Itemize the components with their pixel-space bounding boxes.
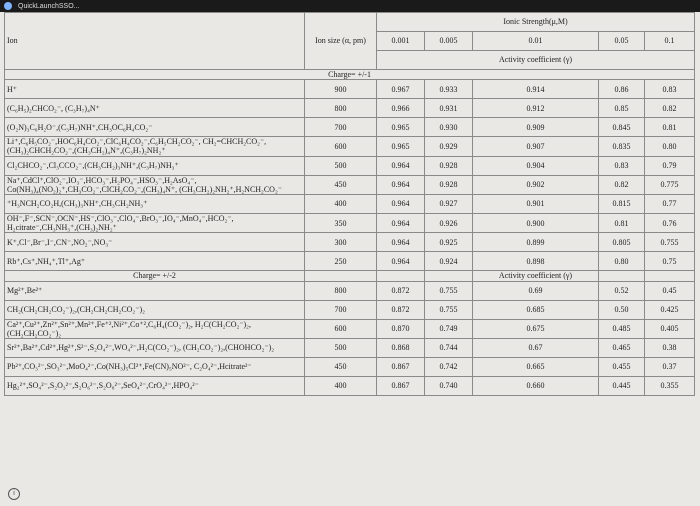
coefficient-cell: 0.964 xyxy=(377,156,425,175)
table-row xyxy=(5,118,695,137)
table-row xyxy=(5,376,695,395)
activity-table-sheet xyxy=(0,12,700,506)
table-row xyxy=(5,357,695,376)
size-cell: 700 xyxy=(305,300,377,319)
activity-header: Activity coefficient (γ) xyxy=(377,51,695,70)
size-cell: 450 xyxy=(305,357,377,376)
app-title: QuickLaunchSSO... xyxy=(18,2,80,10)
ion-cell: OH⁻,F⁻,SCN⁻,OCN⁻,HS⁻,ClO₃⁻,ClO₄⁻,BrO₃⁻,IO₄⁻,MnO₄⁻,HCO₂⁻, H₂citrate⁻,CH₃NH₃⁺,(CH₃)₂NH₂⁺ xyxy=(5,213,305,232)
coefficient-cell: 0.425 xyxy=(645,300,695,319)
coefficient-cell: 0.899 xyxy=(473,233,599,252)
ion-cell: ⁺H₃NCH₂CO₂H,(CH₃)₃NH⁺,CH₃CH₂NH₃⁺ xyxy=(5,194,305,213)
size-cell: 350 xyxy=(305,213,377,232)
charge2-group xyxy=(5,271,695,396)
activity-mid-label: Activity coefficient (γ) xyxy=(473,271,599,281)
coefficient-cell: 0.930 xyxy=(425,118,473,137)
table-row xyxy=(5,300,695,319)
table-row xyxy=(5,319,695,338)
size-cell: 450 xyxy=(305,175,377,194)
table-row xyxy=(5,233,695,252)
coefficient-cell: 0.755 xyxy=(645,233,695,252)
size-cell: 600 xyxy=(305,137,377,156)
coefficient-cell: 0.81 xyxy=(645,118,695,137)
mu-header-3: 0.05 xyxy=(599,32,645,51)
size-cell: 300 xyxy=(305,233,377,252)
coefficient-cell: 0.867 xyxy=(377,357,425,376)
mu-header-4: 0.1 xyxy=(645,32,695,51)
coefficient-cell: 0.835 xyxy=(599,137,645,156)
mu-header-2: 0.01 xyxy=(473,32,599,51)
ion-cell: H⁺ xyxy=(5,80,305,99)
coefficient-cell: 0.909 xyxy=(473,118,599,137)
coefficient-cell: 0.964 xyxy=(377,194,425,213)
table-row xyxy=(5,175,695,194)
coefficient-cell: 0.907 xyxy=(473,137,599,156)
ion-cell: Hg₂²⁺,SO₄²⁻,S₂O₃²⁻,S₂O₆²⁻,S₂O₈²⁻,SeO₄²⁻,CrO₄²⁻,HPO₄²⁻ xyxy=(5,376,305,395)
coefficient-cell: 0.69 xyxy=(473,281,599,300)
coefficient-cell: 0.815 xyxy=(599,194,645,213)
size-header: Ion size (α, pm) xyxy=(305,13,377,70)
coefficient-cell: 0.755 xyxy=(425,281,473,300)
ion-header: Ion xyxy=(5,13,305,70)
coefficient-cell: 0.405 xyxy=(645,319,695,338)
coefficient-cell: 0.79 xyxy=(645,156,695,175)
coefficient-cell: 0.931 xyxy=(425,99,473,118)
ion-cell: (O₂N)₃C₆H₂O⁻,(C₃H₇)NH⁺,CH₃OC₆H₄CO₂⁻ xyxy=(5,118,305,137)
coefficient-cell: 0.81 xyxy=(599,213,645,232)
coefficient-cell: 0.904 xyxy=(473,156,599,175)
activity-coefficient-table xyxy=(4,12,695,396)
coefficient-cell: 0.86 xyxy=(599,80,645,99)
coefficient-cell: 0.455 xyxy=(599,357,645,376)
ion-cell: Cl₂CHCO₂⁻,Cl₃CCO₂⁻,(CH₃CH₂)₃NH⁺,(C₃H₇)NH₃⁺ xyxy=(5,156,305,175)
coefficient-cell: 0.867 xyxy=(377,376,425,395)
coefficient-cell: 0.964 xyxy=(377,175,425,194)
size-cell: 400 xyxy=(305,376,377,395)
coefficient-cell: 0.749 xyxy=(425,319,473,338)
coefficient-cell: 0.868 xyxy=(377,338,425,357)
ion-cell: Mg²⁺,Be²⁺ xyxy=(5,281,305,300)
coefficient-cell: 0.933 xyxy=(425,80,473,99)
title-bar xyxy=(0,0,700,12)
coefficient-cell: 0.964 xyxy=(377,252,425,271)
coefficient-cell: 0.872 xyxy=(377,281,425,300)
coefficient-cell: 0.742 xyxy=(425,357,473,376)
coefficient-cell: 0.928 xyxy=(425,175,473,194)
coefficient-cell: 0.901 xyxy=(473,194,599,213)
coefficient-cell: 0.924 xyxy=(425,252,473,271)
coefficient-cell: 0.929 xyxy=(425,137,473,156)
coefficient-cell: 0.926 xyxy=(425,213,473,232)
coefficient-cell: 0.82 xyxy=(599,175,645,194)
size-cell: 250 xyxy=(305,252,377,271)
size-cell: 900 xyxy=(305,80,377,99)
coefficient-cell: 0.445 xyxy=(599,376,645,395)
coefficient-cell: 0.902 xyxy=(473,175,599,194)
charge1-label: Charge= +/-1 xyxy=(5,70,695,80)
table-row xyxy=(5,80,695,99)
coefficient-cell: 0.75 xyxy=(645,252,695,271)
ion-cell: Li⁺,C₆H₅CO₂⁻,HOC₆H₄CO₂⁻,ClC₆H₄CO₂⁻,C₆H₅CH₂CO₂⁻, CH₂=CHCH₂CO₂⁻,(CH₃)₂CHCH₂CO₂⁻,(CH₃CH₂)₄N⁺,(C₃H₇)₂NH₂⁺ xyxy=(5,137,305,156)
info-icon[interactable]: i xyxy=(8,488,20,500)
ion-cell: Na⁺,CdCl⁺,ClO₂⁻,IO₃⁻,HCO₃⁻,H₂PO₄⁻,HSO₃⁻,H₂AsO₄⁻, Co(NH₃)₄(NO₂)₂⁺,CH₃CO₂⁻,ClCH₂CO₂⁻,(CH₃)₄N⁺, (CH₃CH₂)₂NH₂⁺,H₂NCH₂CO₂⁻ xyxy=(5,175,305,194)
size-cell: 700 xyxy=(305,118,377,137)
coefficient-cell: 0.50 xyxy=(599,300,645,319)
coefficient-cell: 0.80 xyxy=(599,252,645,271)
coefficient-cell: 0.925 xyxy=(425,233,473,252)
table-row xyxy=(5,194,695,213)
ion-cell: Pb²⁺,CO₃²⁻,SO₃²⁻,MoO₄²⁻,Co(NH₃)₅Cl²⁺,Fe(CN)₅NO²⁻, C₂O₄²⁻,Hcitrate²⁻ xyxy=(5,357,305,376)
size-cell: 600 xyxy=(305,319,377,338)
coefficient-cell: 0.927 xyxy=(425,194,473,213)
charge1-group xyxy=(5,70,695,271)
coefficient-cell: 0.872 xyxy=(377,300,425,319)
ion-cell: Ca²⁺,Cu²⁺,Zn²⁺,Sn²⁺,Mn²⁺,Fe⁺²,Ni²⁺,Co⁺²,C₆H₄(CO₂⁻)₂, H₂C(CH₂CO₂⁻)₂,(CH₂CH₂CO₂⁻)₂ xyxy=(5,319,305,338)
coefficient-cell: 0.755 xyxy=(425,300,473,319)
table-row xyxy=(5,99,695,118)
coefficient-cell: 0.675 xyxy=(473,319,599,338)
coefficient-cell: 0.660 xyxy=(473,376,599,395)
table-row xyxy=(5,213,695,232)
coefficient-cell: 0.967 xyxy=(377,80,425,99)
ion-cell: CH₂(CH₂CH₂CO₂⁻)₂,(CH₂CH₂CH₂CO₂⁻)₂ xyxy=(5,300,305,319)
coefficient-cell: 0.964 xyxy=(377,233,425,252)
coefficient-cell: 0.465 xyxy=(599,338,645,357)
coefficient-cell: 0.914 xyxy=(473,80,599,99)
size-cell: 500 xyxy=(305,156,377,175)
ion-cell: K⁺,Cl⁻,Br⁻,I⁻,CN⁻,NO₂⁻,NO₃⁻ xyxy=(5,233,305,252)
size-cell: 400 xyxy=(305,194,377,213)
size-cell: 500 xyxy=(305,338,377,357)
coefficient-cell: 0.485 xyxy=(599,319,645,338)
coefficient-cell: 0.775 xyxy=(645,175,695,194)
coefficient-cell: 0.83 xyxy=(599,156,645,175)
table-row xyxy=(5,281,695,300)
coefficient-cell: 0.964 xyxy=(377,213,425,232)
coefficient-cell: 0.52 xyxy=(599,281,645,300)
size-cell: 800 xyxy=(305,281,377,300)
coefficient-cell: 0.80 xyxy=(645,137,695,156)
table-row xyxy=(5,338,695,357)
coefficient-cell: 0.45 xyxy=(645,281,695,300)
table-row xyxy=(5,156,695,175)
coefficient-cell: 0.928 xyxy=(425,156,473,175)
mu-header-1: 0.005 xyxy=(425,32,473,51)
coefficient-cell: 0.77 xyxy=(645,194,695,213)
coefficient-cell: 0.805 xyxy=(599,233,645,252)
coefficient-cell: 0.83 xyxy=(645,80,695,99)
coefficient-cell: 0.38 xyxy=(645,338,695,357)
ion-cell: Rb⁺,Cs⁺,NH₄⁺,Tl⁺,Ag⁺ xyxy=(5,252,305,271)
ion-cell: (C₆H₅)₂CHCO₂⁻, (C₃H₇)₄N⁺ xyxy=(5,99,305,118)
coefficient-cell: 0.966 xyxy=(377,99,425,118)
mu-header-0: 0.001 xyxy=(377,32,425,51)
coefficient-cell: 0.685 xyxy=(473,300,599,319)
coefficient-cell: 0.37 xyxy=(645,357,695,376)
size-cell: 800 xyxy=(305,99,377,118)
coefficient-cell: 0.744 xyxy=(425,338,473,357)
coefficient-cell: 0.898 xyxy=(473,252,599,271)
ionic-strength-header: Ionic Strength(μ,M) xyxy=(377,13,695,32)
coefficient-cell: 0.870 xyxy=(377,319,425,338)
ion-cell: Sr²⁺,Ba²⁺,Cd²⁺,Hg²⁺,S²⁻,S₂O₄²⁻,WO₄²⁻,H₂C(CO₂⁻)₂, (CH₂CO₂⁻)₂,(CHOHCO₂⁻)₂ xyxy=(5,338,305,357)
table-row xyxy=(5,137,695,156)
coefficient-cell: 0.82 xyxy=(645,99,695,118)
coefficient-cell: 0.912 xyxy=(473,99,599,118)
coefficient-cell: 0.85 xyxy=(599,99,645,118)
coefficient-cell: 0.965 xyxy=(377,137,425,156)
coefficient-cell: 0.965 xyxy=(377,118,425,137)
coefficient-cell: 0.67 xyxy=(473,338,599,357)
coefficient-cell: 0.845 xyxy=(599,118,645,137)
coefficient-cell: 0.665 xyxy=(473,357,599,376)
charge2-label: Charge= +/-2 xyxy=(5,271,305,281)
coefficient-cell: 0.740 xyxy=(425,376,473,395)
app-icon xyxy=(4,2,12,10)
coefficient-cell: 0.355 xyxy=(645,376,695,395)
table-row xyxy=(5,252,695,271)
coefficient-cell: 0.76 xyxy=(645,213,695,232)
coefficient-cell: 0.900 xyxy=(473,213,599,232)
